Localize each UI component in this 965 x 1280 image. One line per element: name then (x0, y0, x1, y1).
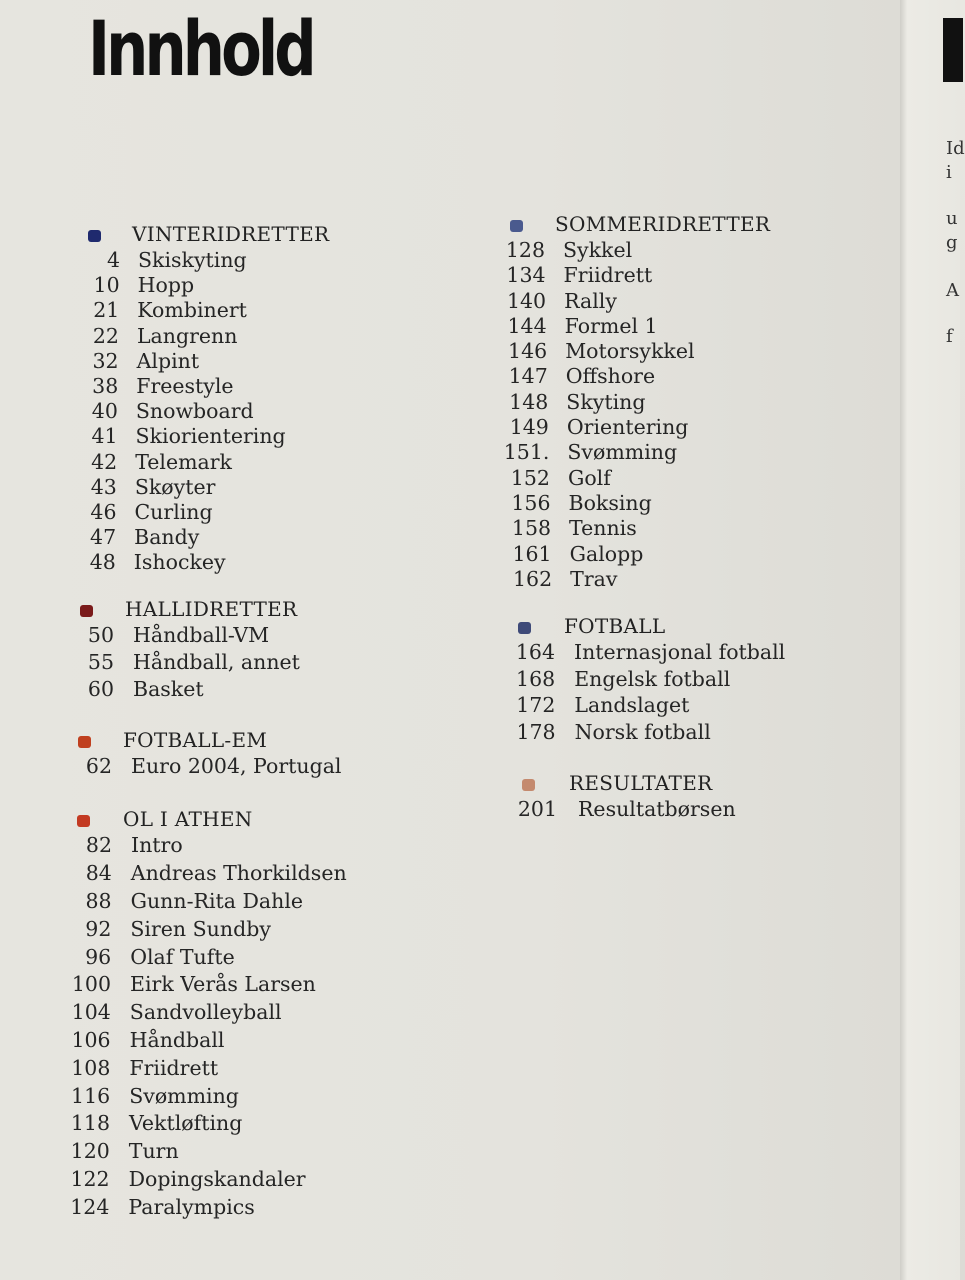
entry-title: Motorsykkel (565, 339, 695, 364)
entry-title: Skiskyting (138, 248, 247, 272)
entry-title: Sandvolleyball (129, 1000, 282, 1025)
entry-title: Håndball-VM (133, 623, 270, 648)
entry-title: Formel 1 (564, 313, 658, 338)
entry-title: Paralympics (128, 1194, 255, 1219)
section-title: VINTERIDRETTER (132, 222, 330, 246)
entry-title: Skiorientering (135, 424, 286, 449)
page-number: 149 (509, 415, 549, 440)
entry-title: Gunn-Rita Dahle (130, 889, 304, 914)
page-number: 55 (87, 650, 114, 675)
entry-title: Intro (131, 833, 183, 858)
entry-title: Ishockey (133, 550, 226, 575)
page-number: 120 (70, 1139, 110, 1164)
page-number: 134 (506, 263, 546, 288)
section-title: RESULTATER (569, 770, 713, 795)
page-number: 122 (70, 1167, 110, 1191)
entry-title: Resultatbørsen (578, 796, 736, 821)
entry-title: Friidrett (129, 1055, 219, 1080)
page-number: 96 (85, 944, 112, 969)
entry-title: Dopingskandaler (128, 1167, 306, 1191)
page-number: 140 (506, 288, 547, 313)
page-number: 144 (507, 313, 547, 338)
entry-title: Telemark (135, 449, 232, 474)
next-page-text-fragment: f (946, 326, 953, 347)
section-color-marker-icon (510, 220, 523, 232)
section-color-marker-icon (88, 230, 101, 242)
next-page-title-fragment (943, 18, 963, 82)
page-number: 147 (508, 364, 548, 389)
page-number: 47 (90, 525, 117, 550)
section-color-marker-icon (80, 605, 93, 617)
page-number: 10 (93, 273, 120, 298)
entry-title: Boksing (568, 490, 652, 515)
next-page-edge (900, 0, 965, 1280)
page-number: 40 (91, 399, 118, 424)
page-number: 158 (511, 516, 552, 541)
entry-title: Curling (134, 499, 213, 524)
page-number: 108 (71, 1055, 111, 1080)
page-number: 46 (90, 499, 117, 524)
section-color-marker-icon (77, 815, 90, 827)
section-color-marker-icon (518, 622, 531, 634)
next-page-text-fragment: i (946, 162, 952, 183)
page-number: 148 (509, 389, 549, 414)
entry-title: Bandy (134, 525, 200, 550)
page-number: 41 (91, 424, 118, 449)
page-number: 4 (106, 248, 120, 272)
entry-title: Vektløfting (129, 1111, 243, 1136)
next-page-text-fragment: Id (946, 138, 965, 159)
entry-title: Eirk Verås Larsen (130, 972, 316, 997)
page-number: 118 (70, 1111, 110, 1136)
entry-title: Hopp (137, 273, 195, 298)
entry-title: Håndball (129, 1028, 225, 1053)
section-title: FOTBALL (564, 614, 666, 639)
entry-title: Norsk fotball (574, 719, 711, 744)
section-title: SOMMERIDRETTER (555, 212, 771, 236)
page-number: 146 (508, 339, 548, 364)
next-page-text-fragment: A (946, 280, 959, 301)
section-color-marker-icon (522, 779, 535, 791)
page-number: 62 (85, 754, 112, 779)
entry-title: Langrenn (136, 323, 238, 348)
entry-title: Trav (570, 566, 618, 591)
page-number: 164 (515, 640, 555, 665)
page-number: 161 (512, 541, 552, 566)
page-number: 82 (85, 833, 112, 858)
page-number: 106 (71, 1028, 111, 1053)
entry-title: Sykkel (563, 238, 633, 262)
page-number: 156 (511, 490, 551, 515)
entry-title: Freestyle (136, 373, 234, 398)
page-number: 84 (85, 861, 112, 886)
section-title: FOTBALL-EM (123, 728, 268, 753)
page-number: 43 (90, 474, 117, 499)
page-number: 124 (70, 1194, 110, 1219)
page-number: 22 (92, 323, 119, 348)
entry-title: Friidrett (563, 263, 653, 288)
entry-title: Engelsk fotball (574, 666, 731, 691)
entry-title: Basket (133, 677, 204, 702)
entry-title: Tennis (569, 516, 637, 541)
page-number: 32 (92, 348, 119, 373)
page-number: 104 (71, 1000, 111, 1025)
page-number: 116 (71, 1083, 111, 1108)
section-title: OL I ATHEN (123, 807, 253, 832)
page-number: 42 (91, 449, 118, 474)
entry-title: Euro 2004, Portugal (131, 754, 342, 779)
entry-title: Golf (567, 465, 611, 490)
entry-title: Snowboard (135, 399, 254, 424)
entry-title: Landslaget (574, 693, 690, 718)
page-number: 151. (503, 440, 550, 465)
entry-title: Håndball, annet (133, 650, 300, 675)
page-number: 50 (87, 623, 114, 648)
entry-title: Andreas Thorkildsen (130, 861, 347, 886)
page-number: 100 (71, 972, 111, 997)
entry-title: Galopp (569, 541, 644, 566)
section-title: HALLIDRETTER (125, 597, 298, 622)
page-number: 178 (516, 719, 556, 744)
page-number: 38 (92, 373, 119, 398)
entry-title: Olaf Tufte (130, 944, 235, 969)
entry-title: Turn (128, 1139, 179, 1164)
next-page-text-fragment: g (946, 232, 958, 253)
entry-title: Alpint (136, 348, 200, 373)
entry-title: Siren Sundby (130, 916, 271, 941)
page-number: 48 (89, 550, 116, 575)
page-number: 162 (513, 566, 553, 591)
page-number: 168 (516, 666, 556, 691)
page-number: 172 (516, 693, 556, 718)
entry-title: Svømming (567, 440, 678, 465)
next-page-text-fragment: u (946, 208, 958, 229)
entry-title: Internasjonal fotball (574, 640, 786, 665)
entry-title: Orientering (566, 415, 689, 440)
entry-title: Skøyter (134, 474, 216, 499)
page-number: 60 (87, 677, 114, 702)
entry-title: Rally (564, 288, 617, 313)
page-number: 21 (93, 298, 120, 323)
page-number: 92 (85, 916, 112, 941)
page-number: 128 (505, 238, 545, 262)
page-number: 152 (510, 465, 550, 490)
page-number: 201 (517, 796, 557, 821)
entry-title: Kombinert (137, 298, 247, 323)
page-number: 88 (85, 889, 112, 914)
section-color-marker-icon (78, 736, 91, 748)
entry-title: Skyting (566, 389, 646, 414)
entry-title: Offshore (565, 364, 656, 389)
page-title: Innhold (88, 4, 313, 93)
entry-title: Svømming (129, 1083, 239, 1108)
